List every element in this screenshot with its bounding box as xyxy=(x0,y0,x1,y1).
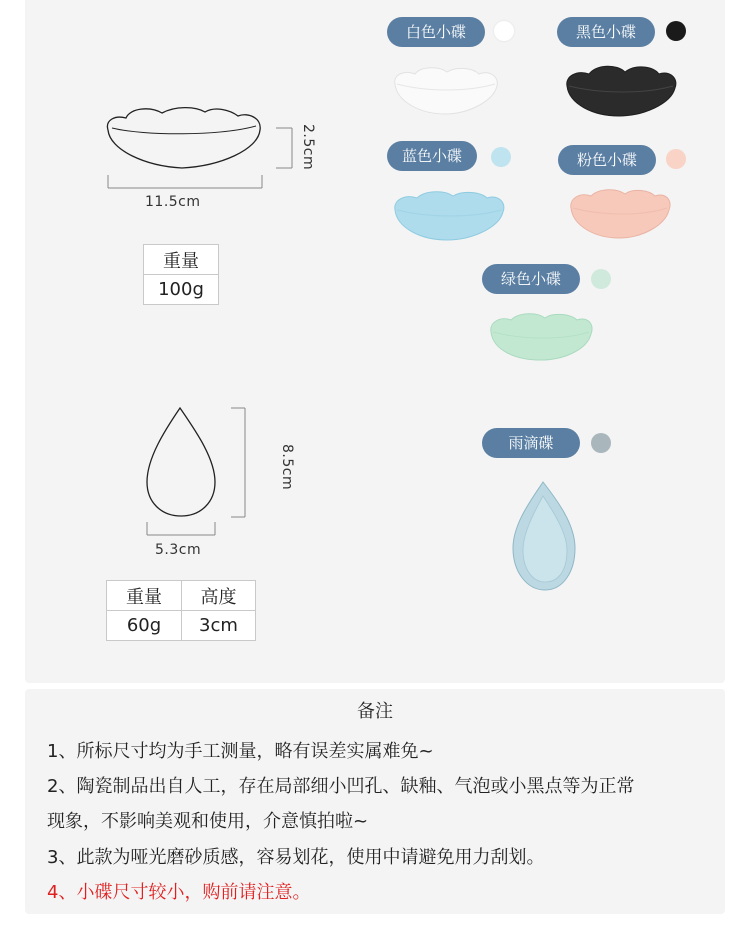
weight-value: 100g xyxy=(144,275,219,305)
variant-label-pink: 粉色小碟 xyxy=(558,145,656,175)
variant-label-green: 绿色小碟 xyxy=(482,264,580,294)
grey-swatch xyxy=(591,433,611,453)
white-swatch xyxy=(494,21,514,41)
cloud-spec-table xyxy=(143,244,219,305)
weight-header: 重量 xyxy=(107,581,182,611)
drop-spec-table xyxy=(106,580,256,641)
cloud-dish-outline-diagram xyxy=(100,100,360,195)
product-spec-panel xyxy=(25,0,725,683)
pink-swatch xyxy=(666,149,686,169)
height-value: 3cm xyxy=(182,611,256,641)
weight-header: 重量 xyxy=(144,245,219,275)
height-header: 高度 xyxy=(182,581,256,611)
blue-swatch xyxy=(491,147,511,167)
note-line-1: 1、所标尺寸均为手工测量，略有误差实属难免~ xyxy=(47,741,434,762)
variant-label-blue: 蓝色小碟 xyxy=(387,141,477,171)
pink-cloud-dish-image xyxy=(565,186,675,246)
variant-label-white: 白色小碟 xyxy=(387,17,485,47)
drop-height-label: 8.5cm xyxy=(279,444,295,491)
drop-width-label: 5.3cm xyxy=(155,542,202,558)
blue-cloud-dish-image xyxy=(389,188,509,248)
black-cloud-dish-image xyxy=(561,62,681,122)
weight-value: 60g xyxy=(107,611,182,641)
cloud-width-label: 11.5cm xyxy=(145,194,201,210)
variant-label-raindrop: 雨滴碟 xyxy=(482,428,580,458)
notes-title: 备注 xyxy=(357,701,393,722)
notes-panel xyxy=(25,689,725,914)
note-line-3: 3、此款为哑光磨砂质感，容易划花，使用中请避免用力刮划。 xyxy=(47,847,545,868)
white-cloud-dish-image xyxy=(387,62,502,122)
note-line-2: 2、陶瓷制品出自人工，存在局部细小凹孔、缺釉、气泡或小黑点等为正常 xyxy=(47,776,635,797)
note-line-2-cont: 现象，不影响美观和使用，介意慎拍啦~ xyxy=(47,811,369,832)
note-line-4-warning: 4、小碟尺寸较小，购前请注意。 xyxy=(47,882,311,903)
variant-label-black: 黑色小碟 xyxy=(557,17,655,47)
cloud-height-label: 2.5cm xyxy=(300,124,316,171)
drop-dish-outline-diagram xyxy=(135,400,265,545)
black-swatch xyxy=(666,21,686,41)
green-swatch xyxy=(591,269,611,289)
raindrop-dish-image xyxy=(503,478,583,598)
green-cloud-dish-image xyxy=(485,310,597,368)
